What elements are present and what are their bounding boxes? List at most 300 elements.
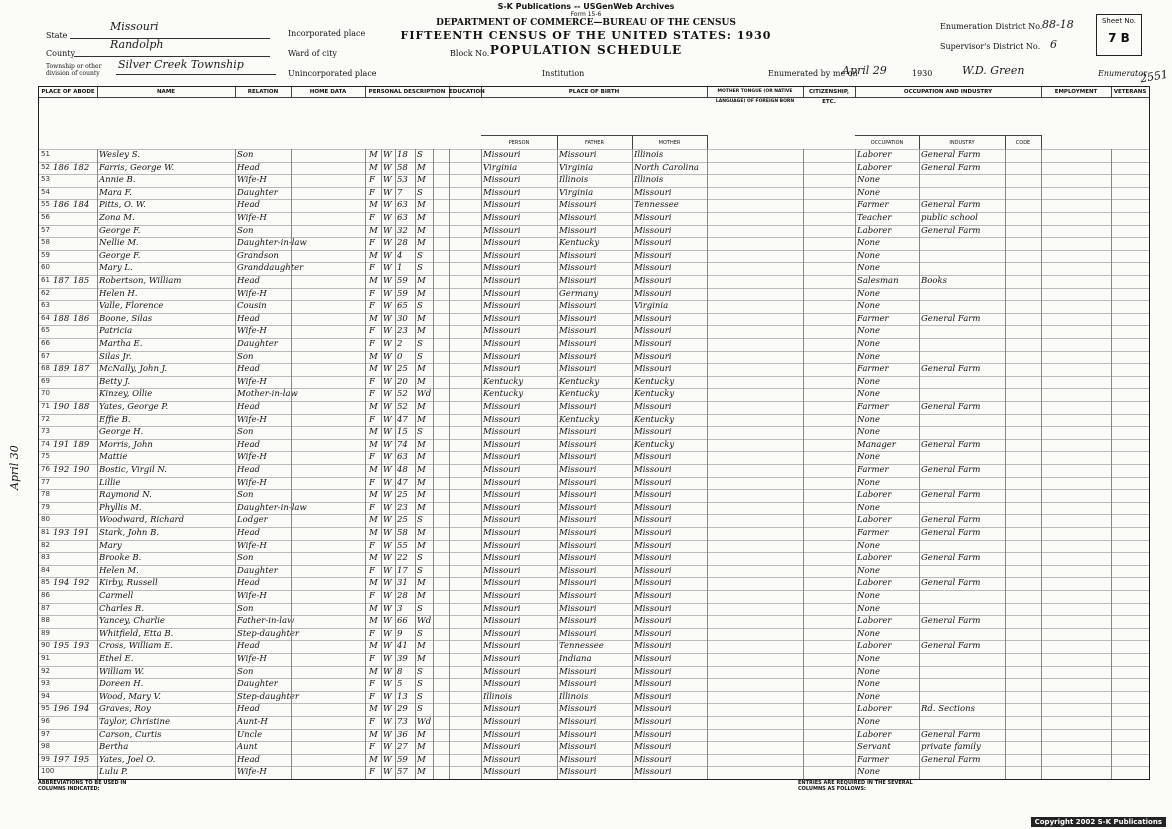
cell-mbp: Missouri <box>634 754 672 765</box>
line-number: 54 <box>41 187 50 196</box>
cell-age: 25 <box>397 364 408 375</box>
table-row <box>39 628 1149 642</box>
incorporated-label: Incorporated place <box>288 29 366 38</box>
cell-rel: Head <box>237 578 260 589</box>
enumerator-label: Enumerator <box>1098 69 1147 78</box>
cell-sex: M <box>369 364 378 375</box>
cell-age: 1 <box>397 263 403 274</box>
cell-occ: None <box>857 414 881 425</box>
cell-dw <box>53 326 73 338</box>
cell-dw <box>53 717 73 729</box>
table-row <box>39 691 1149 705</box>
cell-bp: Missouri <box>483 465 521 475</box>
cell-mbp: Missouri <box>634 515 672 526</box>
cell-ms: S <box>417 427 423 438</box>
cell-age: 13 <box>397 691 408 702</box>
cell-dw <box>53 591 73 603</box>
cell-bp: Missouri <box>483 301 521 312</box>
cell-age: 47 <box>397 477 408 488</box>
cell-occ: Servant <box>857 742 891 753</box>
cell-rel: Son <box>237 427 254 438</box>
cell-ms: M <box>417 654 426 664</box>
cell-dw: 186 <box>53 162 70 173</box>
cell-name: McNally, John J. <box>99 364 168 375</box>
cell-age: 52 <box>397 389 408 400</box>
cell-rel: Cousin <box>237 301 267 312</box>
cell-mbp: Missouri <box>634 565 672 576</box>
cell-race: W <box>383 553 392 564</box>
cell-ind <box>921 427 1005 439</box>
cell-rel: Lodger <box>237 515 268 526</box>
cell-ind <box>921 478 1005 490</box>
cell-ms: M <box>417 326 426 337</box>
cell-occ: None <box>857 477 881 488</box>
cell-mbp: Missouri <box>634 238 672 249</box>
cell-occ: None <box>857 427 881 438</box>
line-number: 81 <box>41 528 50 536</box>
header <box>0 0 1172 88</box>
group-place-of-birth: PLACE OF BIRTH <box>481 87 708 98</box>
cell-bp: Missouri <box>483 603 521 614</box>
cell-dw: 187 <box>53 276 70 286</box>
line-number: 88 <box>41 616 50 625</box>
cell-sex: F <box>369 742 375 753</box>
cell-rel: Daughter <box>237 187 278 198</box>
cell-age: 32 <box>397 225 408 236</box>
cell-dw <box>53 679 73 691</box>
line-number: 85 <box>41 578 50 587</box>
cell-fbp: Kentucky <box>559 238 600 249</box>
cell-fam <box>73 251 95 263</box>
cell-bp: Missouri <box>483 439 521 450</box>
cell-age: 2 <box>397 339 403 349</box>
cell-name: Zona M. <box>99 213 135 223</box>
cell-occ: Farmer <box>857 364 889 375</box>
cell-dw <box>53 238 73 250</box>
cell-fam <box>73 213 95 225</box>
cell-mbp: Missouri <box>634 490 672 501</box>
cell-ms: S <box>417 187 423 198</box>
cell-occ: None <box>857 591 881 601</box>
cell-race: W <box>383 465 392 475</box>
cell-sex: F <box>369 414 375 425</box>
cell-occ: Laborer <box>857 616 892 627</box>
cell-fam: 194 <box>73 704 90 715</box>
cell-race: W <box>383 288 392 299</box>
cell-fbp: Missouri <box>559 742 597 753</box>
cell-ms: M <box>417 528 426 538</box>
cell-mbp: Missouri <box>634 679 672 690</box>
column-divider <box>707 149 708 779</box>
census-title: FIFTEENTH CENSUS OF THE UNITED STATES: 1930 <box>400 29 772 42</box>
cell-occ: Farmer <box>857 313 889 324</box>
cell-dw <box>53 515 73 527</box>
cell-ind: Rd. Sections <box>921 704 975 715</box>
line-number: 86 <box>41 591 50 599</box>
cell-dw <box>53 692 73 704</box>
table-row <box>39 716 1149 730</box>
line-number: 80 <box>41 515 50 524</box>
table-row <box>39 351 1149 365</box>
cell-ind: General Farm <box>921 200 981 211</box>
table-row <box>39 414 1149 428</box>
cell-sex: M <box>369 465 378 475</box>
cell-sex: F <box>369 238 375 249</box>
cell-fam: 187 <box>73 364 90 375</box>
cell-bp: Missouri <box>483 339 521 349</box>
cell-name: Patricia <box>99 326 133 337</box>
cell-ind <box>921 541 1005 553</box>
cell-ms: S <box>417 263 423 274</box>
cell-race: W <box>383 389 392 400</box>
cell-sex: F <box>369 679 375 690</box>
cell-race: W <box>383 427 392 438</box>
cell-mbp: Missouri <box>634 603 672 614</box>
cell-mbp: Missouri <box>634 616 672 627</box>
line-number: 69 <box>41 376 50 385</box>
cell-mbp: Missouri <box>634 540 672 551</box>
cell-fbp: Missouri <box>559 704 597 715</box>
cell-dw <box>53 566 73 578</box>
cell-rel: Daughter <box>237 339 278 349</box>
cell-ms: S <box>417 704 423 715</box>
cell-fbp: Illinois <box>559 691 589 702</box>
cell-name: Effie B. <box>99 414 131 425</box>
cell-dw <box>53 629 73 641</box>
cell-mbp: Kentucky <box>634 389 675 400</box>
line-number: 82 <box>41 540 50 549</box>
cell-bp: Missouri <box>483 490 521 501</box>
cell-mbp: Missouri <box>634 465 672 475</box>
cell-fam: 188 <box>73 402 90 412</box>
subhead-father: FATHER <box>557 135 633 150</box>
cell-rel: Father-in-law <box>237 616 295 627</box>
cell-ms: S <box>417 351 423 362</box>
cell-ind: General Farm <box>921 364 981 375</box>
cell-race: W <box>383 364 392 375</box>
cell-mbp: Missouri <box>634 691 672 702</box>
cell-ind <box>921 667 1005 679</box>
cell-rel: Son <box>237 553 254 564</box>
enumerated-year: 1930 <box>912 69 933 78</box>
cell-fbp: Missouri <box>559 666 597 677</box>
cell-sex: F <box>369 339 375 349</box>
cell-name: Morris, John <box>99 439 153 450</box>
cell-mbp: Kentucky <box>634 439 675 450</box>
line-number: 55 <box>41 200 50 209</box>
table-row <box>39 439 1149 453</box>
column-divider <box>449 149 450 779</box>
cell-rel: Wife-H <box>237 288 267 299</box>
group-citizenship: CITIZENSHIP, ETC. <box>803 87 856 98</box>
cell-rel: Head <box>237 704 260 715</box>
cell-rel: Son <box>237 351 254 362</box>
table-row <box>39 187 1149 201</box>
cell-fam <box>73 490 95 502</box>
cell-occ: None <box>857 238 881 249</box>
cell-mbp: Missouri <box>634 402 672 412</box>
column-divider <box>481 149 482 779</box>
ward-label: Ward of city <box>288 49 337 58</box>
cell-ms: M <box>417 213 426 223</box>
cell-race: W <box>383 402 392 412</box>
cell-age: 23 <box>397 326 408 337</box>
cell-name: Yancey, Charlie <box>99 616 165 627</box>
cell-occ: None <box>857 376 881 387</box>
subhead-occupation: OCCUPATION <box>855 135 920 150</box>
form-number: Form 15-6 <box>570 11 602 18</box>
cell-bp: Missouri <box>483 628 521 639</box>
cell-age: 28 <box>397 591 408 601</box>
cell-dw: 186 <box>53 200 70 211</box>
cell-fam <box>73 566 95 578</box>
cell-rel: Wife-H <box>237 540 267 551</box>
cell-sex: F <box>369 477 375 488</box>
cell-ind: General Farm <box>921 616 981 627</box>
cell-ms: Wd <box>417 717 432 727</box>
cell-ms: M <box>417 376 426 387</box>
cell-mbp: Missouri <box>634 528 672 538</box>
cell-bp: Missouri <box>483 666 521 677</box>
cell-occ: None <box>857 717 881 727</box>
cell-occ: None <box>857 654 881 664</box>
cell-ms: M <box>417 414 426 425</box>
cell-fbp: Missouri <box>559 616 597 627</box>
cell-race: W <box>383 591 392 601</box>
cell-rel: Wife-H <box>237 477 267 488</box>
group-relation: RELATION <box>235 87 292 98</box>
cell-name: Bostic, Virgil N. <box>99 465 167 475</box>
cell-mbp: Missouri <box>634 654 672 664</box>
table-row <box>39 678 1149 692</box>
cell-name: Whitfield, Etta B. <box>99 628 174 639</box>
line-number: 75 <box>41 452 50 461</box>
cell-sex: M <box>369 641 378 652</box>
cell-age: 57 <box>397 767 408 778</box>
cell-rel: Son <box>237 666 254 677</box>
cell-dw <box>53 150 73 162</box>
cell-sex: F <box>369 326 375 337</box>
cell-bp: Missouri <box>483 591 521 601</box>
cell-fbp: Missouri <box>559 729 597 740</box>
table-row <box>39 703 1149 717</box>
footer <box>38 780 1148 820</box>
table-row <box>39 199 1149 213</box>
cell-race: W <box>383 477 392 488</box>
group-personal-description: PERSONAL DESCRIPTION <box>365 87 450 98</box>
cell-sex: F <box>369 288 375 299</box>
cell-mbp: Missouri <box>634 351 672 362</box>
cell-occ: Laborer <box>857 490 892 501</box>
cell-fam <box>73 541 95 553</box>
cell-sex: M <box>369 427 378 438</box>
cell-ind <box>921 188 1005 200</box>
table-row <box>39 514 1149 528</box>
cell-occ: Laborer <box>857 162 892 173</box>
cell-bp: Missouri <box>483 679 521 690</box>
cell-race: W <box>383 754 392 765</box>
cell-race: W <box>383 213 392 223</box>
subhead-person: PERSON <box>481 135 558 150</box>
cell-ind <box>921 692 1005 704</box>
cell-ind <box>921 566 1005 578</box>
cell-rel: Daughter-in-law <box>237 238 307 249</box>
cell-dw: 189 <box>53 364 70 375</box>
cell-name: Lillie <box>99 477 121 488</box>
table-row <box>39 300 1149 314</box>
cell-race: W <box>383 238 392 249</box>
cell-rel: Head <box>237 162 260 173</box>
cell-sex: F <box>369 767 375 778</box>
cell-rel: Wife-H <box>237 175 267 186</box>
cell-age: 22 <box>397 553 408 564</box>
cell-ind <box>921 767 1005 779</box>
cell-dw <box>53 301 73 313</box>
cell-dw: 194 <box>53 578 70 589</box>
cell-rel: Head <box>237 276 260 286</box>
cell-rel: Wife-H <box>237 452 267 463</box>
cell-occ: None <box>857 565 881 576</box>
cell-fbp: Missouri <box>559 490 597 501</box>
cell-ms: M <box>417 364 426 375</box>
cell-race: W <box>383 225 392 236</box>
group-occupation: OCCUPATION AND INDUSTRY <box>855 87 1042 98</box>
cell-race: W <box>383 528 392 538</box>
cell-ms: M <box>417 578 426 589</box>
cell-ind: General Farm <box>921 641 981 652</box>
cell-age: 52 <box>397 402 408 412</box>
cell-fbp: Missouri <box>559 754 597 765</box>
cell-sex: M <box>369 200 378 211</box>
cell-sex: M <box>369 276 378 286</box>
cell-fam <box>73 503 95 515</box>
cell-ind <box>921 389 1005 401</box>
cell-fbp: Missouri <box>559 439 597 450</box>
cell-bp: Missouri <box>483 477 521 488</box>
table-row <box>39 729 1149 743</box>
cell-ms: M <box>417 238 426 249</box>
table-row <box>39 275 1149 289</box>
cell-fbp: Missouri <box>559 402 597 412</box>
line-number: 78 <box>41 490 50 499</box>
column-divider <box>557 149 558 779</box>
cell-occ: None <box>857 187 881 198</box>
cell-fam <box>73 692 95 704</box>
cell-dw <box>53 175 73 187</box>
cell-dw <box>53 742 73 754</box>
township-label: Township or other division of county <box>46 63 102 77</box>
enumerator-name: W.D. Green <box>962 64 1025 77</box>
abbreviations-title: ABBREVIATIONS TO BE USED IN COLUMNS INDICATED: <box>38 780 127 792</box>
cell-ms: M <box>417 162 426 173</box>
cell-ms: M <box>417 402 426 412</box>
cell-age: 0 <box>397 351 403 362</box>
cell-bp: Missouri <box>483 288 521 299</box>
cell-ms: M <box>417 225 426 236</box>
cell-race: W <box>383 565 392 576</box>
cell-occ: None <box>857 301 881 312</box>
cell-fbp: Missouri <box>559 263 597 274</box>
cell-rel: Head <box>237 528 260 538</box>
group-name: NAME <box>97 87 236 98</box>
cell-fam: 193 <box>73 641 90 652</box>
supervisor-label: Supervisor's District No. <box>940 42 1041 51</box>
line-number: 67 <box>41 351 50 360</box>
cell-occ: Laborer <box>857 553 892 564</box>
cell-race: W <box>383 200 392 211</box>
cell-dw: 193 <box>53 528 70 538</box>
cell-race: W <box>383 666 392 677</box>
cell-dw: 196 <box>53 704 70 715</box>
cell-bp: Missouri <box>483 200 521 211</box>
cell-race: W <box>383 717 392 727</box>
cell-age: 63 <box>397 200 408 211</box>
cell-race: W <box>383 616 392 627</box>
cell-ind <box>921 175 1005 187</box>
entries-title: ENTRIES ARE REQUIRED IN THE SEVERAL COLUMNS AS FOLLOWS: <box>798 780 913 792</box>
cell-age: 28 <box>397 238 408 249</box>
cell-name: Martha E. <box>99 339 143 349</box>
cell-sex: M <box>369 704 378 715</box>
cell-dw <box>53 352 73 364</box>
cell-occ: None <box>857 502 881 513</box>
cell-rel: Step-daughter <box>237 628 299 639</box>
cell-ms: S <box>417 691 423 702</box>
cell-dw: 188 <box>53 313 70 324</box>
cell-race: W <box>383 439 392 450</box>
cell-name: Robertson, William <box>99 276 182 286</box>
cell-ind <box>921 301 1005 313</box>
cell-mbp: Virginia <box>634 301 669 312</box>
cell-occ: None <box>857 389 881 400</box>
cell-bp: Missouri <box>483 729 521 740</box>
cell-age: 27 <box>397 742 408 753</box>
cell-rel: Wife-H <box>237 767 267 778</box>
cell-sex: M <box>369 439 378 450</box>
cell-fam: 192 <box>73 578 90 589</box>
column-divider <box>365 149 366 779</box>
cell-ind: private family <box>921 742 981 753</box>
cell-fbp: Missouri <box>559 528 597 538</box>
column-divider <box>381 149 382 779</box>
cell-ind: General Farm <box>921 465 981 475</box>
table-row <box>39 640 1149 654</box>
cell-name: Wesley S. <box>99 150 140 160</box>
table-row <box>39 464 1149 478</box>
cell-bp: Missouri <box>483 616 521 627</box>
cell-bp: Missouri <box>483 540 521 551</box>
schedule-title: POPULATION SCHEDULE <box>489 43 683 57</box>
cell-ms: M <box>417 200 426 211</box>
cell-fam <box>73 654 95 666</box>
cell-mbp: Missouri <box>634 250 672 261</box>
cell-race: W <box>383 162 392 173</box>
cell-race: W <box>383 326 392 337</box>
cell-age: 17 <box>397 565 408 576</box>
subhead-industry: INDUSTRY <box>919 135 1006 150</box>
cell-sex: M <box>369 225 378 236</box>
county-value: Randolph <box>110 38 164 51</box>
cell-occ: None <box>857 351 881 362</box>
cell-occ: None <box>857 767 881 778</box>
cell-age: 36 <box>397 729 408 740</box>
cell-fam <box>73 389 95 401</box>
supervisor-value: 6 <box>1050 38 1057 51</box>
cell-fbp: Missouri <box>559 301 597 312</box>
cell-age: 5 <box>397 679 403 690</box>
cell-dw <box>53 415 73 427</box>
cell-mbp: Missouri <box>634 263 672 274</box>
